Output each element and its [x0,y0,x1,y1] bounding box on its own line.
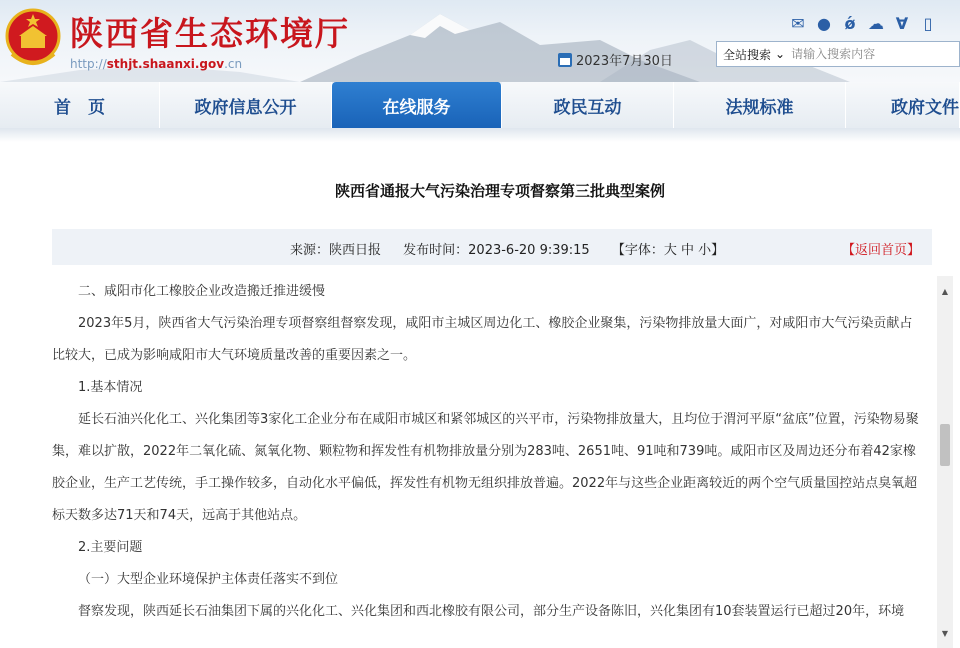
nav-online-service[interactable]: 在线服务 [332,82,502,128]
scroll-thumb[interactable] [940,424,950,466]
site-url [70,57,242,71]
article-body [52,276,922,648]
article-meta [290,239,742,258]
paragraph: 延长石油兴化化工、兴化集团等3家化工企业分布在咸阳市城区和紧邻城区的兴平市，污染物排放量大，且均位于渭河平原“盆底”位置，污染物易聚集，难以扩散，2022年二氧化硫、氮氧化物、颗粒物和挥发性有机物排放量分别为283吨、2651吨、91吨和739吨。咸阳市区及周边还分布着42家橡胶企业，生产工艺传统，手工操作较多，自动化水平偏低，挥发性有机物无组织排放普遍。2022年与这些企业距离较近的两个空气质量国控站点臭氧超标天数多达71天和74天，远高于其他站点。 [52,412,919,523]
article-publish-time: 发布时间：2023-6-20 9:39:15 [403,243,590,258]
url-suffix: .cn [224,57,243,71]
circle-icon[interactable]: ● [817,14,831,33]
nav-gov-info[interactable]: 政府信息公开 [160,82,332,128]
search-box [716,41,960,67]
main-nav [0,82,960,128]
weibo-icon[interactable]: ǿ [844,14,856,33]
national-emblem-icon [4,6,62,72]
paragraph: （一）大型企业环境保护主体责任落实不到位 [78,572,339,587]
calendar-icon [558,53,572,67]
chevron-down-icon: ⌄ [775,47,786,61]
search-input[interactable] [791,47,941,61]
paragraph: 二、咸阳市化工橡胶企业改造搬迁推进缓慢 [78,284,326,299]
nav-shadow [0,128,960,142]
font-size-control[interactable]: 【字体：大 中 小】 [611,243,725,258]
nav-home[interactable]: 首 页 [0,82,160,128]
scroll-up-arrow-icon[interactable]: ▲ [941,287,949,296]
email-icon[interactable]: ✉ [791,14,805,33]
site-title: 陕西省生态环境厅 [70,14,350,53]
nav-interaction[interactable]: 政民互动 [502,82,674,128]
date-text: 2023年7月30日 [576,54,673,69]
scroll-down-arrow-icon[interactable]: ▼ [941,629,949,638]
site-header [0,0,960,82]
search-scope-label: 全站搜索 [723,47,772,62]
paragraph: 1.基本情况 [78,380,143,395]
content-scrollbar[interactable] [937,276,953,648]
nav-regulations[interactable]: 法规标准 [674,82,846,128]
article-source: 来源：陕西日报 [290,243,382,258]
nav-gov-documents[interactable]: 政府文件 [846,82,960,128]
current-date [558,50,673,69]
url-prefix: http:// [70,57,107,71]
back-home-link[interactable]: 【返回首页】 [841,243,920,258]
app-icon[interactable]: ∀ [895,14,909,33]
url-host: sthjt.shaanxi.gov [106,57,225,71]
paragraph: 2.主要问题 [78,540,143,555]
paragraph: 2023年5月，陕西省大气污染治理专项督察组督察发现，咸阳市主城区周边化工、橡胶企业聚集，污染物排放量大面广，对咸阳市大气污染贡献占比较大，已成为影响咸阳市大气环境质量改善的重要因素之一。 [52,316,913,363]
article-meta-bar [52,229,932,265]
paragraph: 督察发现，陕西延长石油集团下属的兴化化工、兴化集团和西北橡胶有限公司，部分生产设备陈旧，兴化集团有10套装置运行已超过20年，环境 [78,604,905,619]
top-icon-bar [788,14,938,34]
wechat-icon[interactable]: ☁ [868,14,884,33]
search-scope-select[interactable] [717,42,791,66]
article-title: 陕西省通报大气污染治理专项督察第三批典型案例 [334,182,665,200]
mobile-icon[interactable]: ▯ [923,14,933,33]
